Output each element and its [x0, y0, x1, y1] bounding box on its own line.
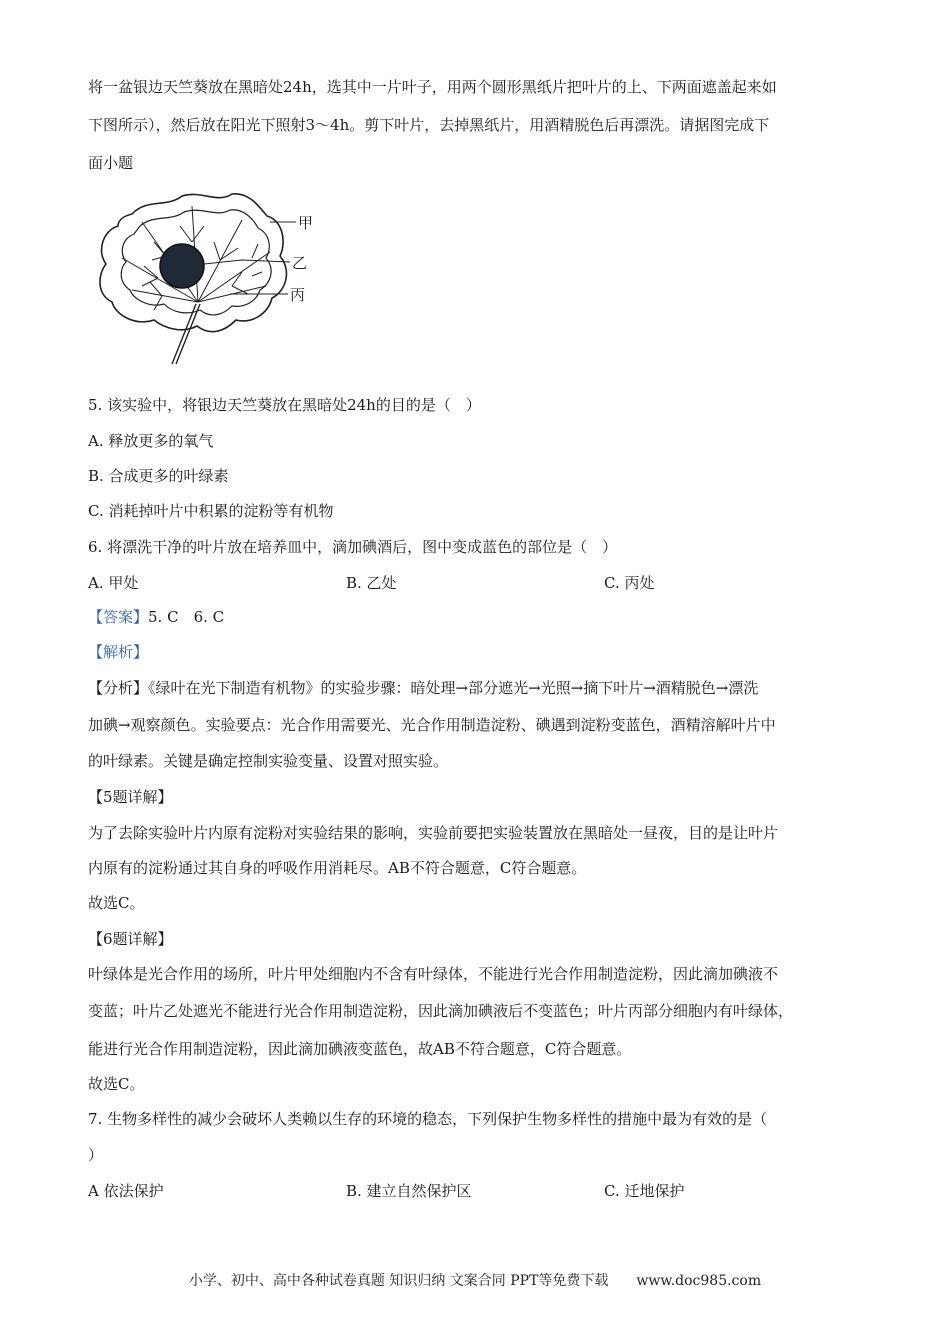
black-paper-disc	[160, 244, 204, 288]
detail6-line-3: 能进行光合作用制造淀粉，因此滴加碘液变蓝色，故AB不符合题意，C符合题意。	[88, 1040, 632, 1058]
q6-option-b: B. 乙处	[346, 574, 397, 592]
intro-line-2: 下图所示），然后放在阳光下照射3～4h。剪下叶片，去掉黑纸片，用酒精脱色后再漂洗。请据图完成下	[88, 116, 770, 134]
detail6-tag: 【6题详解】	[88, 930, 173, 948]
page-footer: 小学、初中、高中各种试卷真题 知识归纳 文案合同 PPT等免费下载 www.doc985.com	[188, 1273, 762, 1289]
detail5-tag: 【5题详解】	[88, 788, 173, 806]
label-jia: 甲	[298, 214, 314, 232]
detail5-conclusion: 故选C。	[88, 894, 145, 912]
analysis-line-2: 加碘→观察颜色。实验要点：光合作用需要光、光合作用制造淀粉、碘遇到淀粉变蓝色，酒精溶解叶片中	[88, 716, 776, 734]
analysis-line-1	[88, 677, 758, 698]
label-bing: 丙	[290, 286, 306, 304]
detail5-line-1: 为了去除实验叶片内原有淀粉对实验结果的影响，实验前要把实验装置放在黑暗处一昼夜，目的是让叶片	[88, 824, 779, 842]
analysis-sub-tag: 【分析】	[88, 679, 149, 697]
q6-option-c: C. 丙处	[604, 574, 655, 592]
answer-text: 5. C 6. C	[148, 608, 225, 626]
detail6-line-2: 变蓝；叶片乙处遮光不能进行光合作用制造淀粉，因此滴加碘液后不变蓝色；叶片丙部分细胞内有叶绿体，	[88, 1002, 794, 1020]
label-yi: 乙	[292, 254, 308, 272]
intro-line-3: 面小题	[88, 154, 134, 172]
leaf-diagram	[92, 186, 322, 366]
analysis-text-1: 《绿叶在光下制造有机物》的实验步骤：暗处理→部分遮光→光照→摘下叶片→酒精脱色→漂洗	[148, 679, 759, 697]
leaf-figure	[92, 186, 322, 366]
analysis-tag: 【解析】	[88, 643, 149, 661]
q6-stem: 6. 将漂洗干净的叶片放在培养皿中，滴加碘酒后，图中变成蓝色的部位是（ ）	[88, 538, 618, 556]
q7-option-b: B. 建立自然保护区	[346, 1182, 472, 1200]
detail6-conclusion: 故选C。	[88, 1075, 145, 1093]
q7-option-c: C. 迁地保护	[604, 1182, 685, 1200]
q5-stem: 5. 该实验中，将银边天竺葵放在黑暗处24h的目的是（ ）	[88, 396, 481, 414]
q5-option-c: C. 消耗掉叶片中积累的淀粉等有机物	[88, 502, 334, 520]
intro-line-1: 将一盆银边天竺葵放在黑暗处24h，选其中一片叶子，用两个圆形黑纸片把叶片的上、下两面遮盖起来如	[88, 78, 777, 96]
leader-line-yi	[204, 260, 290, 264]
q5-option-b: B. 合成更多的叶绿素	[88, 467, 229, 485]
answer-tag: 【答案】	[88, 608, 149, 626]
q5-option-a: A. 释放更多的氧气	[88, 432, 214, 450]
q7-stem-end: ）	[88, 1146, 104, 1164]
q6-option-a: A. 甲处	[88, 574, 139, 592]
q7-option-a: A 依法保护	[88, 1182, 164, 1200]
detail5-line-2: 内原有的淀粉通过其自身的呼吸作用消耗尽。AB不符合题意，C符合题意。	[88, 859, 587, 877]
detail6-line-1: 叶绿体是光合作用的场所，叶片甲处细胞内不含有叶绿体，不能进行光合作用制造淀粉，因此滴加碘液不	[88, 965, 779, 983]
analysis-line-3: 的叶绿素。关键是确定控制实验变量、设置对照实验。	[88, 752, 449, 770]
q7-stem: 7. 生物多样性的减少会破坏人类赖以生存的环境的稳态，下列保护生物多样性的措施中最为有效的是（	[88, 1110, 768, 1128]
answer-line	[88, 606, 224, 627]
